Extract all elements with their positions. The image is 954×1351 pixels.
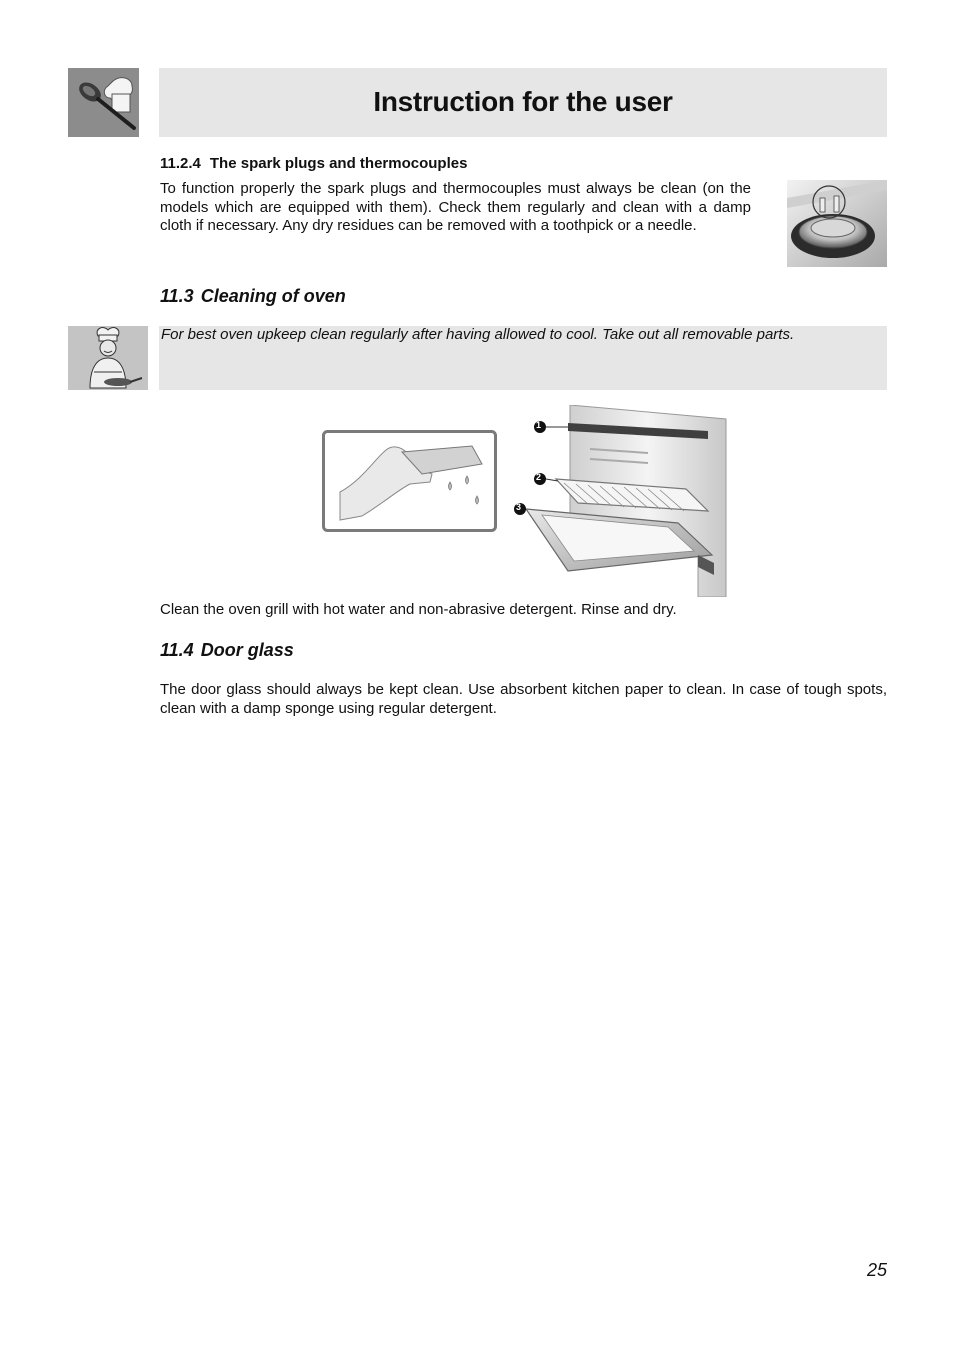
section-heading-cleaning-oven: [160, 286, 346, 307]
oven-grill-paragraph: Clean the oven grill with hot water and non-abrasive detergent. Rinse and dry.: [160, 601, 677, 618]
section-number: 11.2.4: [160, 155, 201, 172]
note-box: [159, 326, 887, 390]
header-bar: [159, 68, 887, 137]
note-text: For best oven upkeep clean regularly after having allowed to cool. Take out all removable parts.: [161, 326, 795, 343]
callout-1: 1: [536, 420, 542, 430]
section-heading-door-glass: [160, 640, 294, 661]
callout-2: 2: [536, 472, 542, 482]
section-heading-spark-plugs: [160, 155, 467, 172]
burner-thermocouple-image: [787, 180, 887, 267]
chef-icon: [68, 326, 148, 390]
section-number: 11.4: [160, 640, 194, 660]
page-number: 25: [866, 1260, 887, 1280]
section-title: Cleaning of oven: [200, 286, 346, 306]
section-number: 11.3: [160, 286, 194, 306]
oven-interior-illustration: [508, 405, 728, 597]
section-title: The spark plugs and thermocouples: [209, 155, 468, 172]
spark-plugs-paragraph: To function properly the spark plugs and thermocouples must always be clean (on the models which are equipped with them). Check them regularly and clean with a damp cloth if necessary. Any dry residues can be removed with a toothpick or a needle.: [160, 180, 751, 234]
spoon-chef-hat-icon: [68, 68, 139, 137]
callout-3: 3: [516, 502, 522, 512]
door-glass-paragraph: The door glass should always be kept clean. Use absorbent kitchen paper to clean. In case of tough spots, clean with a damp sponge using regular detergent.: [160, 681, 887, 717]
sponge-cleaning-illustration: [322, 430, 497, 532]
page-title: Instruction for the user: [373, 86, 673, 117]
section-title: Door glass: [200, 640, 294, 660]
